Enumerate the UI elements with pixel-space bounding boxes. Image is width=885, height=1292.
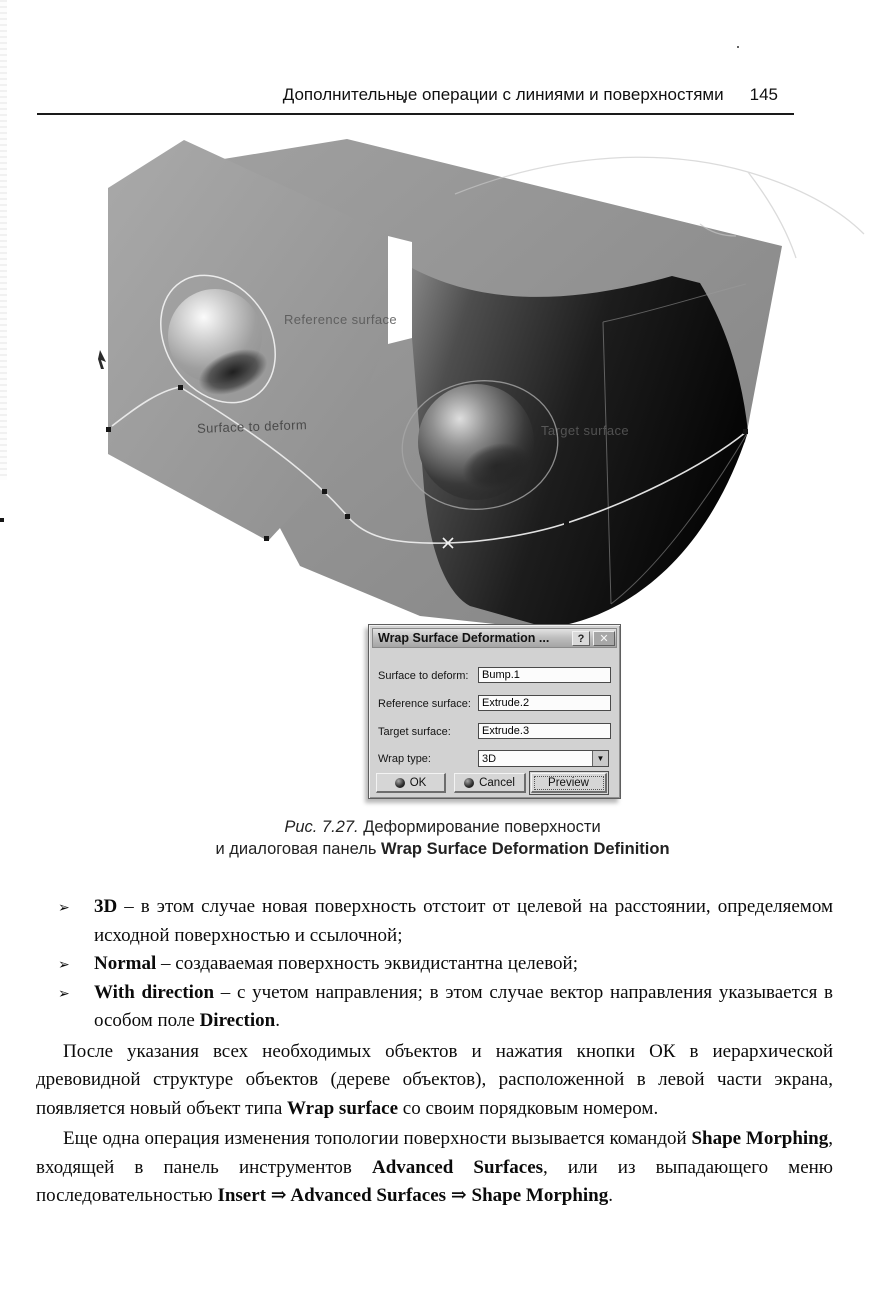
term: Advanced Surfaces (372, 1156, 544, 1178)
caption-fig-number: Рис. 7.27. (284, 818, 359, 836)
caption-line1: Деформирование поверхности (358, 818, 601, 836)
figure-caption (0, 816, 885, 860)
paragraph (36, 1038, 833, 1124)
term: Advanced Surfaces (290, 1185, 447, 1206)
header-rule (37, 113, 794, 115)
dialog-title: Wrap Surface Deformation ... (378, 631, 550, 645)
dialog-titlebar[interactable] (372, 628, 617, 648)
ok-button-label: OK (409, 776, 427, 789)
figure-3d-surfaces (0, 136, 885, 641)
reference-surface-input[interactable] (478, 695, 611, 711)
preview-button[interactable] (531, 773, 607, 793)
preview-button-label: Preview (548, 776, 589, 789)
surface-to-deform-input[interactable] (478, 667, 611, 683)
bullet-arrow-icon: ➢ (58, 957, 70, 973)
field-label-surface-to-deform: Surface to deform: (378, 670, 469, 682)
list-item (36, 893, 833, 950)
scan-speck (737, 46, 739, 48)
paragraph-text: . (608, 1185, 613, 1206)
running-title: Дополнительные операции с линиями и поверхностями (282, 85, 724, 104)
cancel-button[interactable] (454, 773, 526, 793)
cancel-sphere-icon (464, 778, 474, 788)
cursor-icon (98, 350, 106, 369)
field-label-reference-surface: Reference surface: (378, 698, 471, 710)
term: With direction (94, 981, 215, 1003)
caption-dialog-name: Wrap Surface Deformation Definition (381, 840, 670, 858)
paragraph-text: , входящей в панель инструментов (36, 1128, 833, 1178)
term: Shape Morphing (691, 1128, 829, 1149)
paragraph-text: , или из выпадающего меню последовательностью (36, 1156, 834, 1206)
list-item (36, 950, 833, 979)
term: Wrap surface (287, 1097, 399, 1119)
term: 3D (94, 896, 118, 917)
field-label-target-surface: Target surface: (378, 726, 451, 738)
wrap-surface-deformation-dialog (368, 624, 621, 799)
term: Normal (94, 953, 157, 974)
close-icon[interactable]: ✕ (593, 631, 615, 646)
paragraph-text: Еще одна операция изменения топологии поверхности вызывается командой (63, 1128, 692, 1149)
wrap-type-value: 3D (482, 752, 497, 765)
target-surface-input[interactable] (478, 723, 611, 739)
page-header (0, 85, 778, 105)
body-text (36, 893, 833, 1211)
term: Insert (217, 1185, 266, 1206)
label-reference-surface: Reference surface (284, 312, 398, 327)
arrow-separator: ⇒ (446, 1185, 472, 1206)
list-item (36, 979, 833, 1036)
chevron-down-icon[interactable]: ▼ (592, 751, 608, 766)
ok-button[interactable] (376, 773, 446, 793)
field-label-wrap-type: Wrap type: (378, 753, 431, 765)
term: Shape Morphing (471, 1185, 609, 1206)
label-target-surface: Target surface (541, 423, 629, 438)
arrow-separator: ⇒ (266, 1185, 291, 1206)
page-number: 145 (749, 85, 778, 104)
paragraph-text: После указания всех необходимых объектов и нажатия кнопки ОК в иерархической древовидной структуре объектов (дереве объектов), расположенной в левой части экрана, появляется новый объект типа (36, 1040, 833, 1119)
preview-button-frame (529, 771, 609, 795)
bullet-text: . (275, 1010, 280, 1031)
bullet-arrow-icon: ➢ (58, 985, 70, 1002)
term: Direction (199, 1010, 276, 1031)
label-surface-to-deform: Surface to deform (196, 417, 308, 436)
paragraph-text: со своим порядковым номером. (398, 1097, 659, 1119)
plane-gap (388, 236, 412, 344)
help-icon[interactable]: ? (572, 631, 590, 646)
bullet-arrow-icon: ➢ (58, 900, 70, 916)
wrap-type-dropdown[interactable] (478, 750, 609, 767)
caption-line2-prefix: и диалоговая панель (215, 840, 382, 858)
bullet-text: – в этом случае новая поверхность отстоит от целевой на расстоянии, определяемом исходной поверхностью и ссылочной; (94, 896, 833, 946)
bullet-text: – создаваемая поверхность эквидистантна целевой; (156, 953, 579, 974)
bullet-text: – с учетом направления; в этом случае вектор направления указывается в особом поле (94, 981, 833, 1031)
cancel-button-label: Cancel (479, 776, 515, 789)
paragraph (36, 1125, 833, 1211)
ok-sphere-icon (395, 778, 405, 788)
